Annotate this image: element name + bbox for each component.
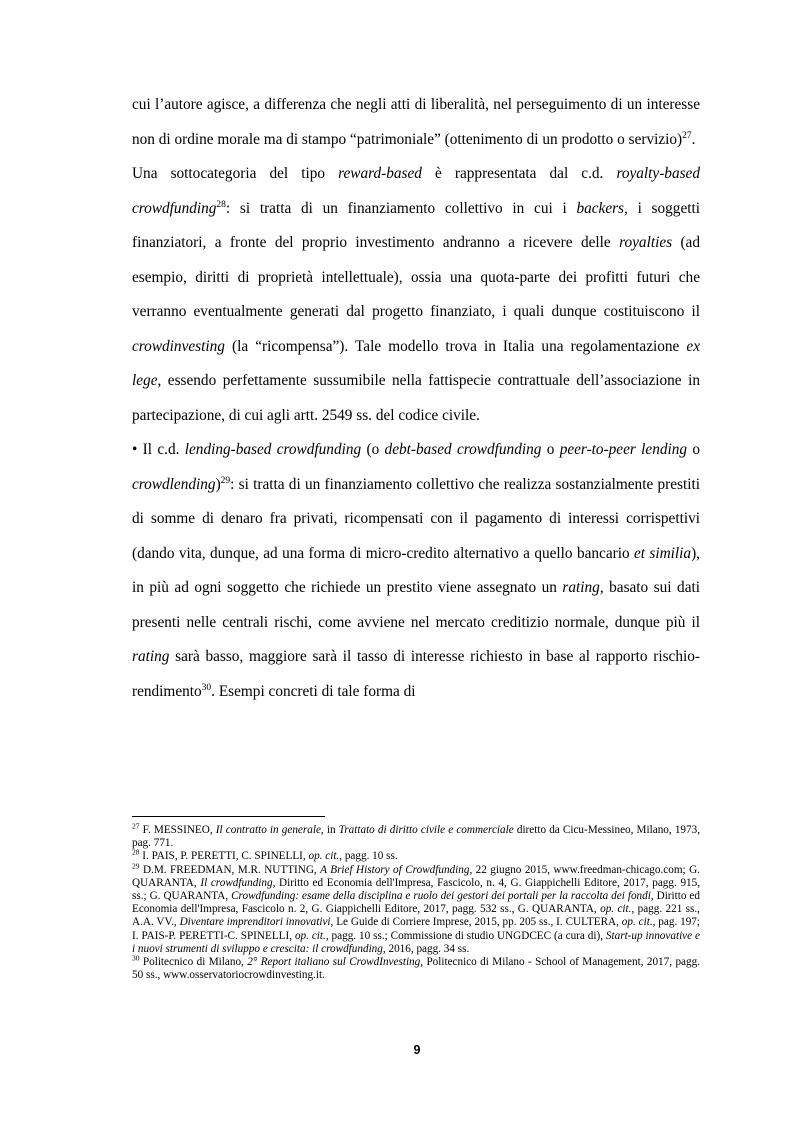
text-run: , basato sui dati presenti nelle centrali rischi, come avviene nel mercato creditizio normale, dunque più il: [132, 579, 700, 631]
page-number: 9: [413, 1043, 421, 1057]
italic-title: 2° Report italiano sul CrowdInvesting: [247, 956, 421, 969]
italic-term: peer-to-peer lending: [559, 441, 688, 458]
text-run: , essendo perfettamente sussumibile nella fattispecie contrattuale dell’associazione in partecipazione, di cui agli artt. 2549 ss. del codice civile.: [132, 372, 700, 424]
text-run: D.M. FREEDMAN, M.R. NUTTING,: [139, 863, 321, 876]
text-run: (o: [361, 441, 385, 458]
text-run: , pag. 197; I. PAIS-P. PERETTI-C. SPINELLI,: [132, 916, 701, 942]
paragraph-2: [132, 157, 700, 433]
text-run: , Politecnico di Milano - School of Management, 2017, pagg. 50 ss., www.osservatoriocrowdinvesting.it.: [132, 956, 700, 982]
footnote-separator: [132, 816, 325, 817]
italic-term: debt-based crowdfunding: [384, 441, 542, 458]
footnote-ref-29[interactable]: 29: [220, 475, 231, 486]
italic-title: op. cit.: [294, 929, 326, 942]
text-run: (ad esempio, diritti di proprietà intellettuale), ossia una quota-parte dei profitti futuri che verranno eventualmente generati dal progetto finanziato, i quali dunque costituiscono il: [132, 234, 700, 320]
italic-term: royalty-based crowdfunding: [132, 165, 700, 217]
text-run: , Diritto ed Economia dell'Impresa, Fascicolo, n. 4, G. Giappichelli Editore, 2017, pagg. 915, ss.; G. QUARANTA,: [132, 876, 701, 903]
italic-term: lending-based crowdfunding: [184, 441, 362, 458]
text-run: , i soggetti finanziatori, a fronte del proprio investimento andranno a ricevere delle: [132, 199, 700, 251]
text-run: , pagg. 221 ss., A.A. VV.,: [132, 903, 700, 929]
italic-term: reward-based: [338, 165, 422, 182]
text-run: , pagg. 10 ss.; Commissione di studio UNGDCEC (a cura di),: [325, 929, 606, 942]
text-run: ): [215, 475, 221, 493]
text-run: I. PAIS, P. PERETTI, C. SPINELLI,: [139, 850, 309, 863]
text-run: : si tratta di un finanziamento collettivo in cui i: [225, 199, 577, 217]
italic-title: op. cit.: [621, 916, 653, 929]
italic-title: A Brief History of Crowdfunding: [320, 863, 470, 876]
italic-term: crowdlending: [132, 475, 216, 493]
footnote-ref-27[interactable]: 27: [682, 130, 692, 141]
text-run: .: [691, 130, 696, 148]
text-run: è rappresentata dal c.d.: [421, 165, 617, 182]
text-run: Una sottocategoria del tipo: [132, 165, 339, 182]
text-run: sarà basso, maggiore sarà il tasso di interesse richiesto in base al rapporto rischio-rendimento: [132, 648, 700, 700]
text-run: : si tratta di un finanziamento collettivo che realizza sostanzialmente prestiti di somme di denaro fra privati, ricompensati con il pagamento di interessi corrispettivi (dando vita, dunque, ad una forma di micro-credito alternativo a quello bancario: [132, 475, 700, 562]
footnote-number: 27: [132, 821, 140, 831]
footnote-number: 29: [132, 860, 140, 870]
italic-term: ex lege: [132, 337, 700, 389]
text-run: • Il c.d.: [132, 441, 185, 458]
text-run: o: [687, 441, 701, 458]
italic-title: op. cit.: [600, 903, 632, 916]
footnote-number: 30: [132, 953, 140, 963]
footnote-27: [132, 821, 700, 850]
footnote-number: 28: [132, 847, 140, 857]
italic-term: royalties: [619, 234, 673, 251]
text-run: , Le Guide di Corriere Imprese, 2015, pp. 205 ss., I. CULTERA,: [330, 916, 622, 929]
footnote-ref-30[interactable]: 30: [201, 682, 212, 693]
paragraph-3: [132, 433, 700, 709]
italic-term: rating: [132, 648, 170, 665]
italic-term: rating: [562, 579, 600, 596]
footnotes: [132, 821, 701, 982]
italic-title: Diventare imprenditori innovativi: [179, 916, 331, 929]
text-run: cui l’autore agisce, a differenza che negli atti di liberalità, nel perseguimento di un interesse non di ordine morale ma di stampo “patrimoniale” (ottenimento di un prodotto o servizio): [132, 96, 700, 148]
text-run: (la “ricompensa”). Tale modello trova in Italia una regolamentazione: [224, 337, 687, 355]
text-run: o: [541, 441, 560, 458]
paragraph-1: [132, 88, 700, 157]
italic-term: backers: [576, 199, 625, 217]
footnote-30: [132, 953, 700, 982]
text-run: , pagg. 10 ss.: [339, 850, 398, 863]
italic-title: Il contratto in generale: [215, 824, 321, 836]
italic-title: Il crowdfunding: [200, 876, 273, 889]
italic-title: op. cit.: [308, 850, 340, 863]
text-run: ), in più ad ogni soggetto che richiede un prestito viene assegnato un: [132, 544, 700, 596]
italic-title: Crowdfunding: esame della disciplina e ruolo dei gestori dei portali per la raccolta dei fondi: [231, 890, 651, 903]
text-run: . Esempi concreti di tale forma di: [211, 682, 416, 700]
footnote-29: [132, 860, 701, 956]
italic-term: et similia: [634, 544, 692, 562]
italic-title: Trattato di diritto civile e commerciale: [338, 824, 514, 836]
text-run: diretto da Cicu-Messineo, Milano, 1973, pag. 771.: [132, 824, 700, 850]
italic-term: crowdinvesting: [132, 337, 225, 355]
body-text: [132, 88, 700, 709]
text-run: , in: [320, 824, 339, 836]
text-run: , Diritto ed Economia dell'Impresa, Fascicolo n. 2, G. Giappichelli Editore, 2017, pagg. 532 ss., G. QUARANTA,: [132, 890, 700, 916]
footnote-ref-28[interactable]: 28: [216, 199, 226, 210]
text-run: Politecnico di Milano,: [139, 956, 248, 969]
text-run: , 22 giugno 2015, www.freedman-chicago.com; G. QUARANTA,: [132, 863, 700, 889]
italic-title: Start-up innovative e i nuovi strumenti di sviluppo e crescita: il crowdfunding: [132, 929, 700, 955]
text-run: F. MESSINEO,: [139, 824, 216, 836]
text-run: , 2016, pagg. 34 ss.: [382, 942, 470, 955]
footnote-28: [132, 847, 700, 863]
